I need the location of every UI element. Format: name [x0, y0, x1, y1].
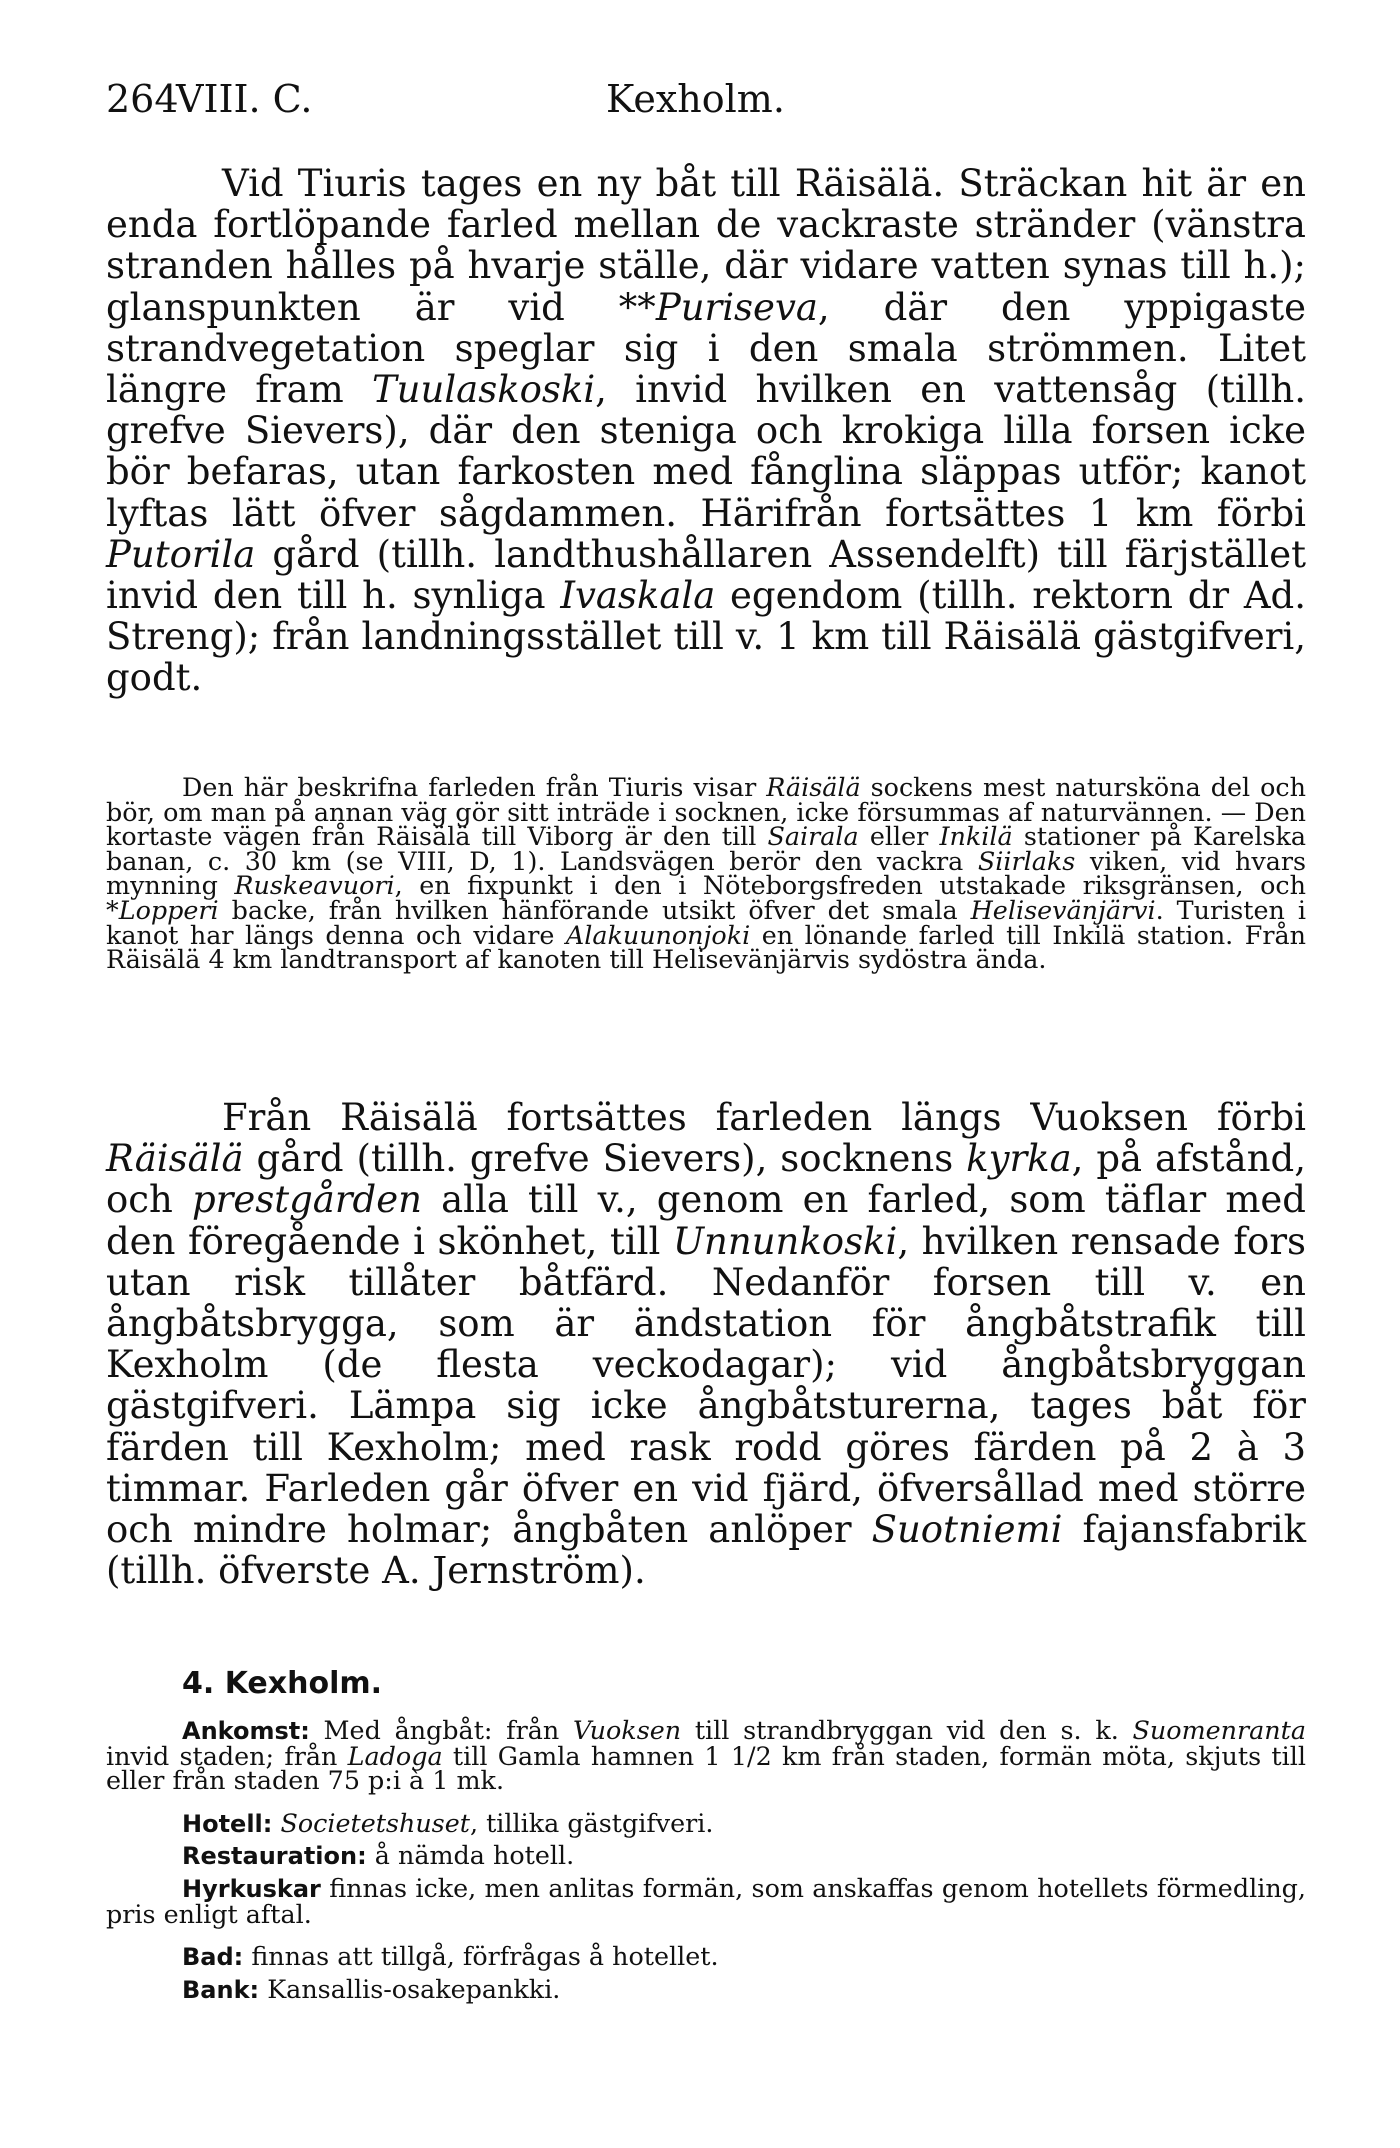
running-title: Kexholm.: [606, 77, 785, 121]
info-bad: Bad: finnas att tillgå, förfrågas å hotellet.: [182, 1941, 719, 1971]
place-name: Tuulaskoski: [372, 368, 596, 412]
paragraph-raisala-to-kexholm: Från Räisälä fortsättes farleden längs Vuoksen förbi Räisälä gård (tillh. grefve Sievers), socknens kyrka, på afstånd, och prestgården alla till v., genom en farled, som täflar med den föregående i skönhet, till Unnunkoski, hvilken rensade fors utan risk tillåter båtfärd. Nedanför forsen till v. en ångbåtsbrygga, som är ändstation för ångbåtstrafik till Kexholm (de flesta veckodagar); vid ångbåtsbryggan gästgifveri. Lämpa sig icke ångbåtsturerna, tages båt för färden till Kexholm; med rask rodd göres färden på 2 à 3 timmar. Farleden går öfver en vid fjärd, öfversållad med större och mindre holmar; ångbåten anlöper Suotniemi fajansfabrik (tillh. öfverste A. Jernström).: [106, 1096, 1306, 1593]
place-name: Räisälä: [766, 772, 861, 802]
hotel-name: Societetshuset: [280, 1808, 470, 1838]
fraction: 1/2: [730, 1740, 772, 1771]
place-name: Räisälä: [106, 1137, 244, 1181]
page-number: 264: [106, 77, 179, 121]
place-name: Putorila: [106, 532, 256, 576]
place-name: Vuoksen: [572, 1715, 682, 1745]
place-name: Sairala: [767, 821, 859, 852]
place-name: Alakuunonjoki: [565, 919, 751, 950]
info-hyrkuskar: Hyrkuskar finnas icke, men anlitas formän, som anskaffas genom hotellets förmedling, pris enligt aftal.: [106, 1873, 1306, 1929]
place-name: Ladoga: [347, 1740, 443, 1771]
section-heading-kexholm: 4. Kexholm.: [182, 1666, 383, 1701]
info-label: Bad:: [182, 1943, 244, 1971]
section-reference: VIII. C.: [176, 77, 313, 121]
paragraph-tiuris-to-raisala: Vid Tiuris tages en ny båt till Räisälä. Sträckan hit är en enda fortlöpande farled mellan de vackraste stränder (vänstra stranden hålles på hvarje ställe, där vidare vatten synas till h.); glanspunkten är vid **Puriseva, där den yppigaste strandvegetation speglar sig i den smala strömmen. Litet längre fram Tuulaskoski, invid hvilken en vattensåg (tillh. grefve Sievers), där den steniga och krokiga lilla forsen icke bör befaras, utan farkosten med fånglina släppas utför; kanot lyftas lätt öfver sågdammen. Härifrån fortsättes 1 km förbi Putorila gård (tillh. landthushållaren Assendelft) till färjstället invid den till h. synliga Ivaskala egendom (tillh. rektorn dr Ad. Streng); från landningsstället till v. 1 km till Räisälä gästgifveri, godt.: [106, 162, 1306, 700]
place-name: Ruskeavuori: [234, 870, 395, 901]
place-name: Ivaskala: [560, 574, 716, 618]
place-name: Suomenranta: [1132, 1715, 1306, 1745]
place-name: kyrka: [966, 1137, 1072, 1181]
info-label: Bank:: [182, 1976, 260, 2004]
info-bank: Bank: Kansallis-osakepankki.: [182, 1974, 561, 2004]
place-name: Siirlaks: [977, 845, 1076, 876]
place-name: Unnunkoski: [672, 1219, 898, 1263]
info-label: Hyrkuskar: [182, 1875, 321, 1903]
place-name: Suotniemi: [871, 1508, 1063, 1552]
info-hotell: Hotell: Societetshuset, tillika gästgifveri.: [182, 1808, 714, 1838]
place-name: prestgården: [191, 1178, 422, 1222]
small-print-note: Den här beskrifna farleden från Tiuris visar Räisälä sockens mest natursköna del och bör, om man på annan väg gör sitt inträde i socknen, icke försummas af naturvännen. — Den kortaste vägen från Räisälä till Viborg är den till Sairala eller Inkilä stationer på Karelska banan, c. 30 km (se VIII, D, 1). Landsvägen berör den vackra Siirlaks viken, vid hvars mynning Ruskeavuori, en fixpunkt i den i Nöteborgsfreden utstakade riksgränsen, och *Lopperi backe, från hvilken hänförande utsikt öfver det smala Helisevänjärvi. Turisten i kanot har längs denna och vidare Alakuunonjoki en lönande farled till Inkilä station. Från Räisälä 4 km landtransport af kanoten till Helisevänjärvis sydöstra ända.: [106, 772, 1307, 975]
info-label: Hotell:: [182, 1810, 273, 1838]
place-name: Puriseva: [655, 285, 818, 329]
place-name: Inkilä: [939, 821, 1013, 852]
info-ankomst: Ankomst: Med ångbåt: från Vuoksen till strandbryggan vid den s. k. Suomenranta invid staden; från Ladoga till Gamla hamnen 1 1/2 km från staden, formän möta, skjuts till eller från staden 75 p:i à 1 mk.: [106, 1715, 1306, 1796]
info-label: Ankomst:: [182, 1717, 310, 1745]
info-restauration: Restauration: å nämda hotell.: [182, 1840, 575, 1870]
place-name: Lopperi: [118, 894, 219, 925]
place-name: Helisevänjärvi: [970, 894, 1156, 925]
info-label: Restauration:: [182, 1842, 367, 1870]
running-header: [106, 74, 1306, 124]
